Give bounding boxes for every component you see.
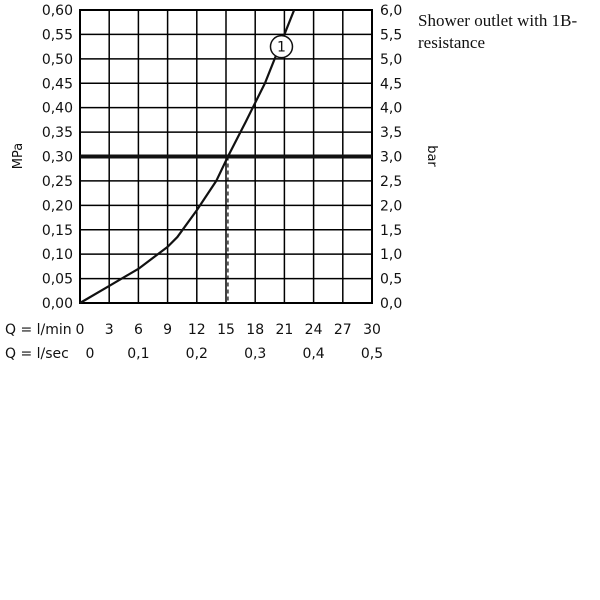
x-lmin-tick-label: 6 (133, 322, 143, 338)
x-lmin-tick-label: 12 (187, 322, 206, 338)
y-axis-left-title: MPa (11, 142, 26, 170)
y-right-tick-label: 2,5 (380, 173, 403, 190)
x-lmin-tick-label: 9 (163, 322, 173, 338)
x-lsec-tick-labels (86, 346, 384, 362)
x-lmin-tick-label: 15 (217, 322, 235, 338)
y-left-tick-label: 0,15 (41, 222, 73, 239)
x-lsec-tick-label: 0,1 (127, 346, 150, 362)
y-left-tick-labels (42, 3, 73, 312)
y-axis-right-title: bar (424, 145, 439, 167)
y-right-tick-label: 3,5 (380, 125, 403, 142)
y-left-tick-label: 0,10 (41, 247, 73, 264)
y-left-tick-label: 0,40 (41, 100, 73, 117)
y-right-tick-labels (380, 3, 402, 312)
y-left-tick-label: 0,20 (41, 198, 73, 215)
x-axis-lsec-title: Q = l/sec (5, 346, 69, 362)
y-left-tick-label: 0,05 (41, 271, 73, 288)
series-label-group (270, 36, 292, 58)
x-lsec-tick-label: 0,2 (185, 346, 208, 362)
y-left-tick-label: 0,25 (41, 173, 73, 190)
x-lmin-tick-label: 18 (246, 322, 265, 338)
x-lmin-tick-label: 0 (75, 322, 85, 338)
y-left-tick-label: 0,35 (41, 125, 73, 142)
x-lmin-tick-label: 24 (304, 322, 323, 338)
x-axis-lmin-title: Q = l/min (5, 322, 72, 338)
x-lmin-tick-labels (76, 322, 381, 338)
y-right-tick-label: 5,0 (380, 51, 403, 68)
y-left-tick-label: 0,55 (41, 27, 73, 44)
x-lmin-tick-label: 30 (363, 322, 381, 338)
y-left-tick-label: 0,50 (41, 51, 73, 68)
y-right-tick-label: 3,0 (380, 149, 403, 166)
y-left-tick-label: 0,00 (41, 296, 73, 312)
x-lsec-tick-label: 0 (85, 346, 95, 362)
y-left-tick-label: 0,30 (41, 149, 73, 166)
chart-caption: Shower outlet with 1B-resistance (418, 11, 578, 52)
x-lsec-tick-label: 0,4 (302, 346, 325, 362)
x-lsec-tick-label: 0,3 (244, 346, 267, 362)
y-right-tick-label: 4,0 (380, 100, 403, 117)
y-right-tick-label: 6,0 (380, 3, 403, 19)
y-right-tick-label: 2,0 (380, 198, 403, 215)
x-lsec-tick-label: 0,5 (360, 346, 384, 362)
x-lmin-tick-label: 27 (333, 322, 352, 338)
y-right-tick-label: 5,5 (380, 27, 403, 44)
y-left-tick-label: 0,60 (41, 3, 73, 19)
series-label-text: 1 (277, 39, 286, 56)
y-right-tick-label: 1,5 (380, 222, 403, 239)
x-lmin-tick-label: 3 (104, 322, 114, 338)
y-right-tick-label: 0,5 (380, 271, 403, 288)
y-left-tick-label: 0,45 (41, 76, 73, 93)
x-lmin-tick-label: 21 (275, 322, 294, 338)
y-right-tick-label: 4,5 (380, 76, 403, 93)
y-right-tick-label: 0,0 (380, 296, 403, 312)
y-right-tick-label: 1,0 (380, 247, 403, 264)
